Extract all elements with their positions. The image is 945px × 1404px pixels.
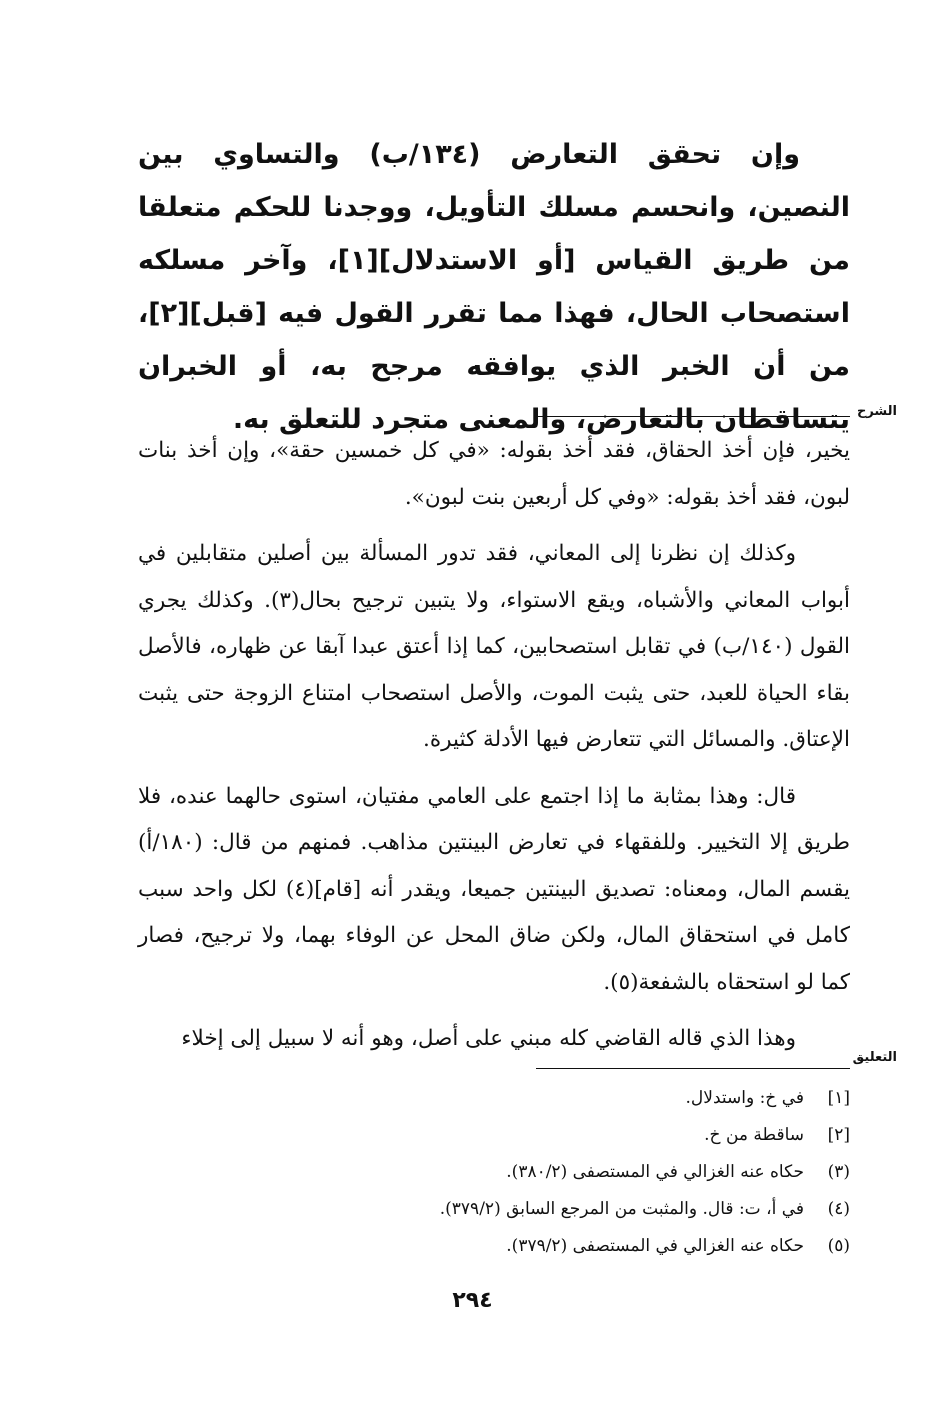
footnote-text: حكاه عنه الغزالي في المستصفى (٣٧٩/٢). bbox=[506, 1236, 804, 1256]
page-number: ٢٩٤ bbox=[452, 1288, 493, 1313]
footnote bbox=[290, 1117, 850, 1154]
footnote bbox=[290, 1154, 850, 1191]
commentary-paragraph-1: يخير، فإن أخذ الحقاق، فقد أخذ بقوله: «في كل خمسين حقة»، وإن أخذ بنات لبون، فقد أخذ بقوله: «وفي كل أربعين بنت لبون». bbox=[138, 438, 850, 510]
footnote-text: في خ: واستدلال. bbox=[685, 1088, 804, 1108]
main-text-block bbox=[138, 128, 850, 446]
sharh-separator bbox=[536, 416, 850, 417]
commentary-paragraph-3: قال: وهذا بمثابة ما إذا اجتمع على العامي مفتيان، استوى حالهما عنده، فلا طريق إلا التخيير. وللفقهاء في تعارض البينتين مذاهب. فمنهم من قال: (١٨٠/أ) يقسم المال، ومعناه: تصديق البينتين جميعا، ويقدر أنه [قام](٤) لكل واحد سبب كامل في استحقاق المال، ولكن ضاق المحل عن الوفاء بهما، ولا ترجيح، فصار كما لو استحقاه بالشفعة(٥). bbox=[138, 783, 850, 995]
commentary-paragraph-4: وهذا الذي قاله القاضي كله مبني على أصل، وهو أنه لا سبيل إلى إخلاء bbox=[181, 1026, 796, 1051]
sharh-label: الشرح bbox=[856, 404, 897, 419]
footnote bbox=[290, 1080, 850, 1117]
footnote-number: [٢] bbox=[827, 1125, 850, 1145]
footnote-number: [١] bbox=[827, 1088, 850, 1108]
footnotes bbox=[290, 1080, 850, 1265]
main-paragraph: وإن تحقق التعارض (١٣٤/ب) والتساوي بين النصين، وانحسم مسلك التأويل، ووجدنا للحكم متعلقا من طريق القياس [أو الاستدلال][١]، وآخر مسلكه استصحاب الحال، فهذا مما تقرر القول فيه [قبل][٢]، من أن الخبر الذي يوافقه مرجح به، أو الخبران يتساقطان بالتعارض، والمعنى متجرد للتعلق به. bbox=[138, 139, 850, 435]
footnote-text: ساقطة من خ. bbox=[704, 1125, 804, 1145]
taaliq-label: التعليق bbox=[852, 1050, 897, 1065]
footnote-text: حكاه عنه الغزالي في المستصفى (٣٨٠/٢). bbox=[506, 1162, 804, 1182]
footnote-text: في أ، ت: قال. والمثبت من المرجع السابق (٣٧٩/٢). bbox=[439, 1199, 804, 1219]
footnote-number: (٥) bbox=[827, 1236, 850, 1256]
commentary-paragraph-2: وكذلك إن نظرنا إلى المعاني، فقد تدور المسألة بين أصلين متقابلين في أبواب المعاني والأشباه، ويقع الاستواء، ولا يتبين ترجيح بحال(٣). وكذلك يجري القول (١٤٠/ب) في تقابل استصحابين، كما إذا أعتق عبدا آبقا عن ظهاره، فالأصل بقاء الحياة للعبد، حتى يثبت الموت، والأصل استصحاب امتناع الزوجة حتى يثبت الإعتاق. والمسائل التي تتعارض فيها الأدلة كثيرة. bbox=[138, 541, 850, 752]
footnote-number: (٤) bbox=[827, 1199, 850, 1219]
footnote bbox=[290, 1228, 850, 1265]
taaliq-separator bbox=[536, 1068, 850, 1069]
footnote-number: (٣) bbox=[827, 1162, 850, 1182]
commentary-block bbox=[138, 428, 850, 1063]
footnote bbox=[290, 1191, 850, 1228]
